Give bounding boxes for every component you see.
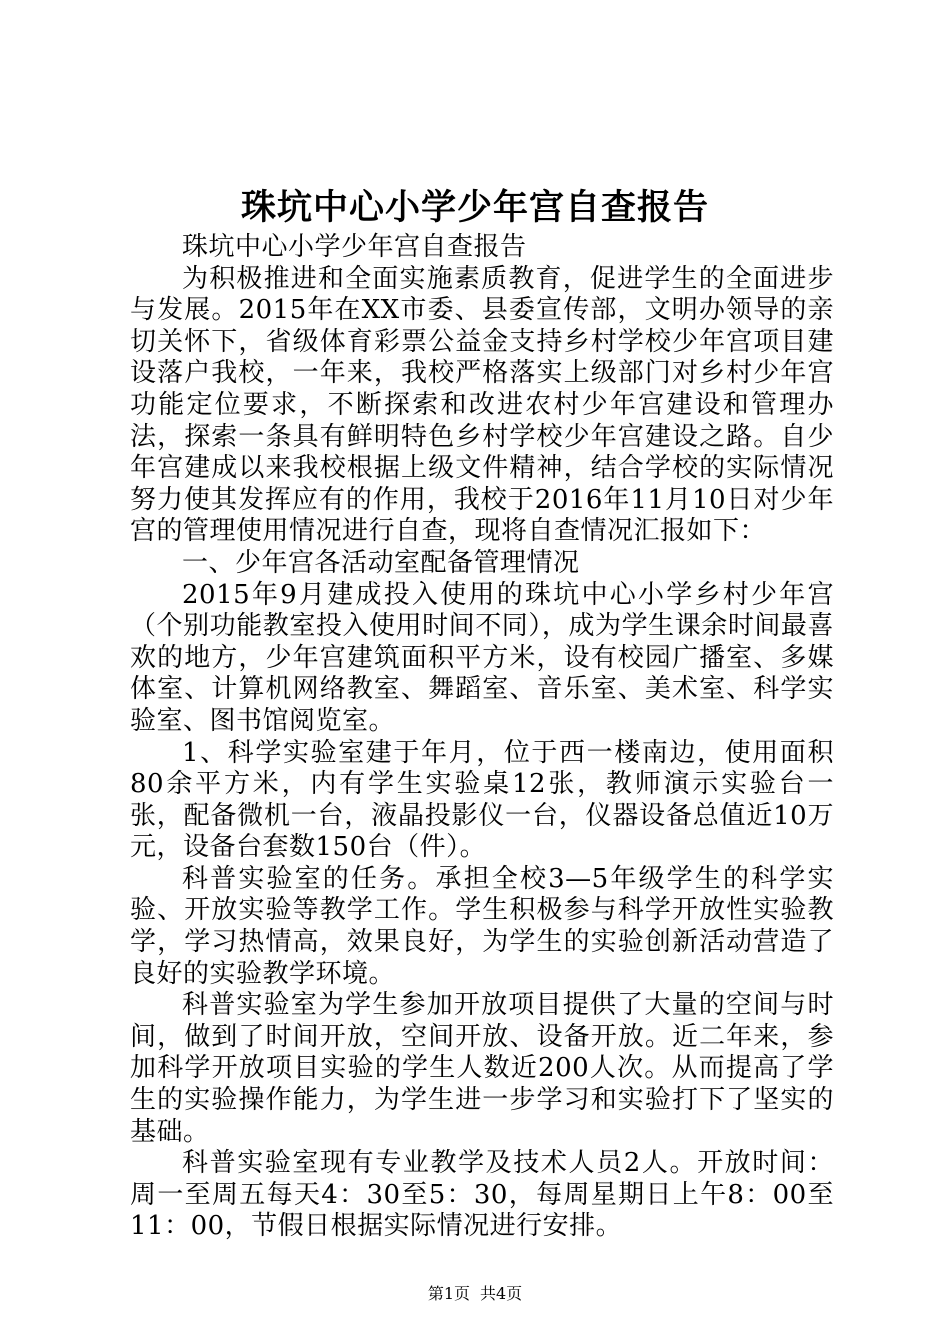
page-total: 共4页 — [480, 1284, 523, 1303]
paragraph-overview: 2015年9月建成投入使用的珠坑中心小学乡村少年宫（个别功能教室投入使用时间不同），成为学生课余时间最喜欢的地方，少年宫建筑面积平方米，设有校园广播室、多媒体室、计算机网络教室、舞蹈室、音乐室、美术室、科学实验室、图书馆阅览室。 — [130, 579, 834, 736]
paragraph-lab-openness: 科普实验室为学生参加开放项目提供了大量的空间与时间，做到了时间开放，空间开放、设备开放。近二年来，参加科学开放项目实验的学生人数近200人次。从而提高了学生的实验操作能力，为学生进一步学习和实验打下了坚实的基础。 — [130, 990, 834, 1147]
paragraph-lab-staff: 科普实验室现有专业教学及技术人员2人。开放时间：周一至周五每天4：30至5：30，每周星期日上午8：00至11：00，节假日根据实际情况进行安排。 — [130, 1148, 834, 1242]
section-heading: 一、少年宫各活动室配备管理情况 — [182, 547, 580, 578]
page-number: 第1页 — [427, 1284, 470, 1303]
page-footer — [0, 1284, 950, 1304]
paragraph-lab-tasks: 科普实验室的任务。承担全校3—5年级学生的科学实验、开放实验等教学工作。学生积极参与科学开放性实验教学，学习热情高，效果良好，为学生的实验创新活动营造了良好的实验教学环境。 — [130, 863, 834, 989]
document-title: 珠坑中心小学少年宫自查报告 — [240, 187, 709, 228]
paragraph-intro: 为积极推进和全面实施素质教育，促进学生的全面进步与发展。2015年在XX市委、县委宣传部，文明办领导的亲切关怀下，省级体育彩票公益金支持乡村学校少年宫项目建设落户我校，一年来，我校严格落实上级部门对乡村少年宫功能定位要求，不断探索和改进农村少年宫建设和管理办法，探索一条具有鲜明特色乡村学校少年宫建设之路。自少年宫建成以来我校根据上级文件精神，结合学校的实际情况努力使其发挥应有的作用，我校于2016年11月10日对少年宫的管理使用情况进行自查，现将自查情况汇报如下： — [130, 263, 834, 547]
paragraph-subtitle: 珠坑中心小学少年宫自查报告 — [182, 232, 527, 262]
document-body — [130, 232, 834, 1243]
paragraph-lab-facilities: 1、科学实验室建于年月，位于西一楼南边，使用面积80余平方米，内有学生实验桌12张，教师演示实验台一张，配备微机一台，液晶投影仪一台，仪器设备总值近10万元，设备台套数150台（件）。 — [130, 737, 834, 863]
